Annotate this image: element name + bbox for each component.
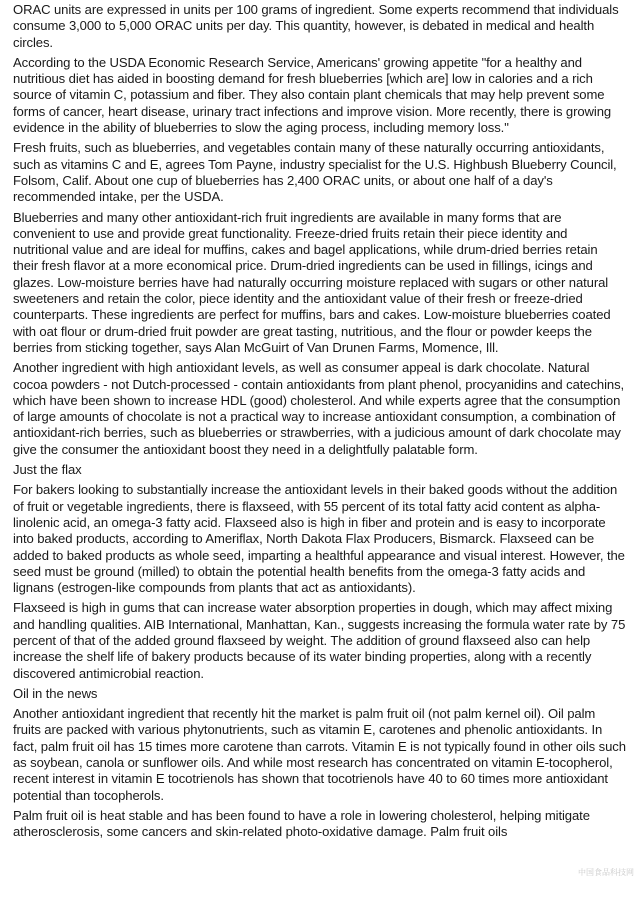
paragraph-usda-research: According to the USDA Economic Research Service, Americans' growing appetite "for a healthy and nutritious diet has aided in boosting demand for fresh blueberries [which are] low in calories and a rich source of vitamin C, potassium and fiber. They also contain plant chemicals that may help prevent some forms of cancer, heart disease, urinary tract infections and improve vision. More recently, there is growing evidence in the ability of blueberries to slow the aging process, including memory loss." [13,54,612,136]
paragraph-dark-chocolate: Another ingredient with high antioxidant levels, as well as consumer appeal is dark chocolate. Natural cocoa powders - not Dutch-processed - contain antioxidants from plant phenol, procyanidins and catechins, which have been shown to increase HDL (good) cholesterol. And while experts agree that the consumption of large amounts of chocolate is not a practical way to increase antioxidant consumption, a combination of antioxidant-rich berries, such as blueberries or strawberries, with a judicious amount of dark chocolate may give the consumer the antioxidant boost they need in a delightfully palatable form. [13,360,625,457]
paragraph-palm-fruit-oil: Another antioxidant ingredient that recently hit the market is palm fruit oil (not palm kernel oil). Oil palm fruits are packed with various phytonutrients, such as vitamin E, carotenes and phenolic antioxidants. In fact, palm fruit oil has 15 times more carotene than carrots. Vitamin E is not typically found in other oils such as soybean, canola or sunflower oils. And while most research has concentrated on vitamin E-tocopherol, recent interest in vitamin E tocotrienols has shown that tocotrienols have 40 to 60 times more antioxidant potential than tocopherols. [13,706,626,803]
section-heading-oil: Oil in the news [13,685,98,701]
section-heading-flax: Just the flax [13,462,82,478]
paragraph-orac-units: ORAC units are expressed in units per 100 grams of ingredient. Some experts recommend that individuals consume 3,000 to 5,000 ORAC units per day. This quantity, however, is debated in medical and health circles. [13,2,619,50]
paragraph-flaxseed-gums: Flaxseed is high in gums that can increase water absorption properties in dough, which may affect mixing and handling qualities. AIB International, Manhattan, Kan., suggests increasing the formula water rate by 75 percent of that of the added ground flaxseed by weight. The addition of ground flaxseed also can help increase the shelf life of bakery products because of its water binding properties, along with a recently discovered antimicrobial reaction. [13,600,626,681]
watermark-logo: 中国食品科技网 [578,868,634,877]
paragraph-fresh-fruits: Fresh fruits, such as blueberries, and vegetables contain many of these naturally occurring antioxidants, such as vitamins C and E, agrees Tom Payne, industry specialist for the U.S. Highbush Blueberry Council, Folsom, Calif. About one cup of blueberries has 2,400 ORAC units, or about one half of a day's recommended intake, per the USDA. [13,140,617,205]
paragraph-blueberry-forms: Blueberries and many other antioxidant-rich fruit ingredients are available in many forms that are convenient to use and provide great functionality. Freeze-dried fruits retain their piece identity and nutritional value and are ideal for muffins, cakes and bagel applications, while drum-dried berries retain their fresh flavor at a more economical price. Drum-dried ingredients can be used in fillings, icings and glazes. Low-moisture berries have had naturally occurring moisture replaced with sugars or other natural sweeteners and retain the color, piece identity and the antioxidant value of their fresh or freeze-dried counterparts. These ingredients are perfect for muffins, bars and cakes. Low-moisture blueberries coated with oat flour or drum-dried fruit powder are great tasting, nutritious, and the flour or powder keeps the berries from sticking together, says Alan McGuirt of Van Drunen Farms, Momence, Ill. [13,209,611,355]
paragraph-palm-oil-heat-stable: Palm fruit oil is heat stable and has been found to have a role in lowering cholesterol, helping mitigate atherosclerosis, some cancers and skin-related photo-oxidative damage. Palm fruit oils [13,807,590,840]
paragraph-flaxseed-intro: For bakers looking to substantially increase the antioxidant levels in their baked goods without the addition of fruit or vegetable ingredients, there is flaxseed, with 55 percent of its total fatty acid content as alpha-linolenic acid, an omega-3 fatty acid. Flaxseed also is high in fiber and protein and is easy to incorporate into baked products, according to Ameriflax, North Dakota Flax Producers, Bismarck. Flaxseed can be added to baked products as whole seed, imparting a healthful appearance and visual interest. However, the seed must be ground (milled) to obtain the potential health benefits from the omega-3 fatty acids and lignans (estrogen-like compounds from plants that act as antioxidants). [13,482,625,596]
